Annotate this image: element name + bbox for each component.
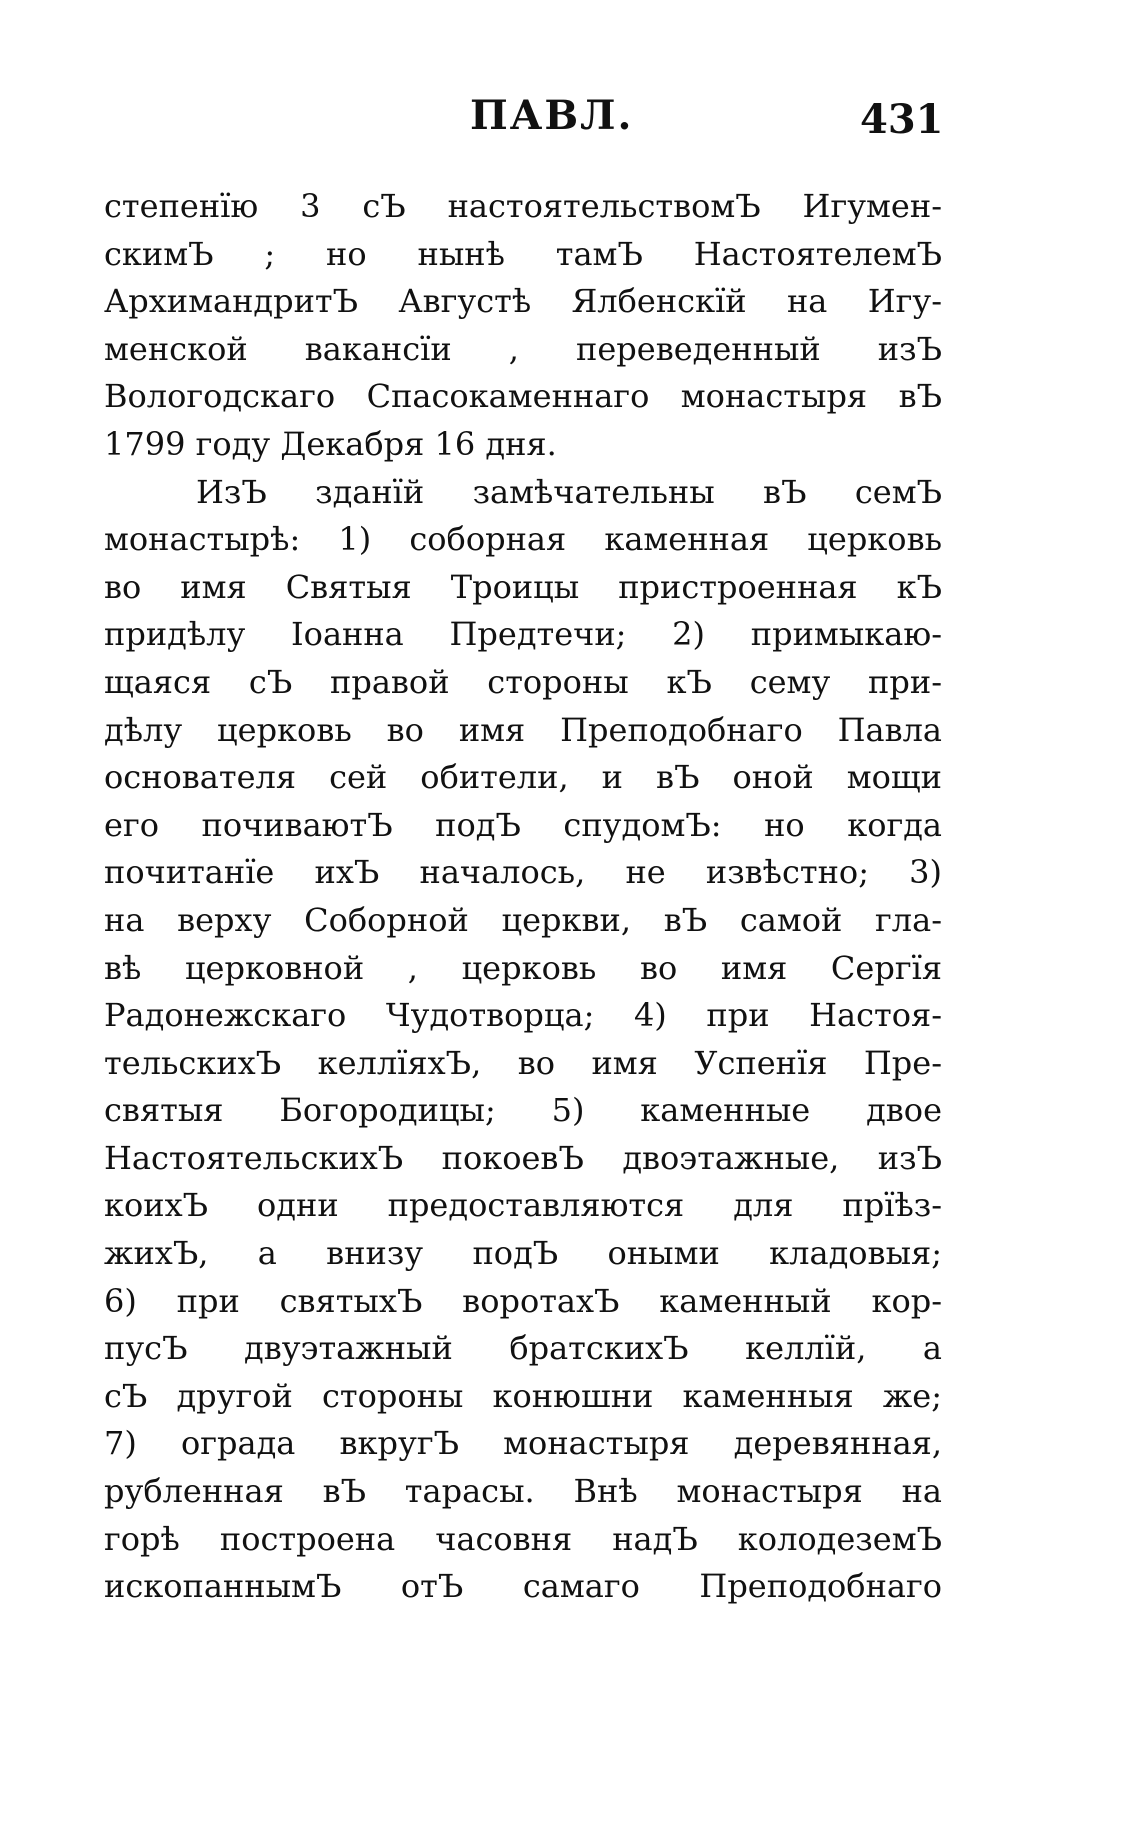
text-line: ископаннымЪ отЪ самаго Преподобнаго (104, 1567, 942, 1606)
text-line: АрхимандритЪ Августѣ Ялбенскїй на Игу- (104, 282, 942, 321)
text-line: дѣлу церковь во имя Преподобнаго Павла (104, 710, 942, 749)
text-line: сЪ другой стороны конюшни каменныя же; (104, 1376, 942, 1415)
text-line: монастырѣ: 1) соборная каменная церковь (104, 520, 942, 559)
text-line: коихЪ одни предоставляются для прїѣз- (104, 1186, 942, 1225)
text-line: тельскихЪ келлїяхЪ, во имя Успенїя Пре- (104, 1043, 942, 1082)
text-line: придѣлу Іоанна Предтечи; 2) примыкаю- (104, 615, 942, 654)
text-line: на верху Соборной церкви, вЪ самой гла- (104, 900, 942, 939)
text-line: рубленная вЪ тарасы. Внѣ монастыря на (104, 1472, 942, 1511)
text-line: 7) ограда вкругЪ монастыря деревянная, (104, 1424, 942, 1463)
text-line: основателя сей обители, и вЪ оной мощи (104, 758, 942, 797)
running-head: ПАВЛ. (470, 92, 634, 139)
text-line: 1799 году Декабря 16 дня. (104, 424, 557, 463)
text-line: жихЪ, а внизу подЪ оными кладовыя; (104, 1234, 942, 1273)
text-line: щаяся сЪ правой стороны кЪ сему при- (104, 662, 942, 701)
text-line: менской вакансїи , переведенный изЪ (104, 329, 942, 368)
text-line: скимЪ ; но нынѣ тамЪ НастоятелемЪ (104, 234, 942, 273)
text-line: степенїю 3 сЪ настоятельствомЪ Игумен- (104, 187, 942, 225)
text-line: почитанїе ихЪ началось, не извѣстно; 3) (104, 853, 942, 892)
text-line: во имя Святыя Троицы пристроенная кЪ (104, 567, 942, 606)
text-line: НастоятельскихЪ покоевЪ двоэтажные, изЪ (104, 1138, 942, 1177)
text-line: горѣ построена часовня надЪ колодеземЪ (104, 1519, 942, 1558)
text-line: Вологодскаго Спасокаменнаго монастыря вЪ (104, 377, 942, 416)
text-line: пусЪ двуэтажный братскихЪ келлїй, а (104, 1329, 942, 1368)
text-line: ИзЪ зданїй замѣчательны вЪ семЪ (196, 472, 942, 511)
text-line: 6) при святыхЪ воротахЪ каменный кор- (104, 1281, 942, 1320)
text-line: Радонежскаго Чудотворца; 4) при Настоя- (104, 996, 942, 1035)
text-line: его почиваютЪ подЪ спудомЪ: но когда (104, 805, 942, 844)
page-number: 431 (860, 96, 944, 143)
text-line: святыя Богородицы; 5) каменные двое (104, 1091, 942, 1130)
body-text (104, 183, 942, 1611)
text-line: вѣ церковной , церковь во имя Сергїя (104, 948, 942, 987)
